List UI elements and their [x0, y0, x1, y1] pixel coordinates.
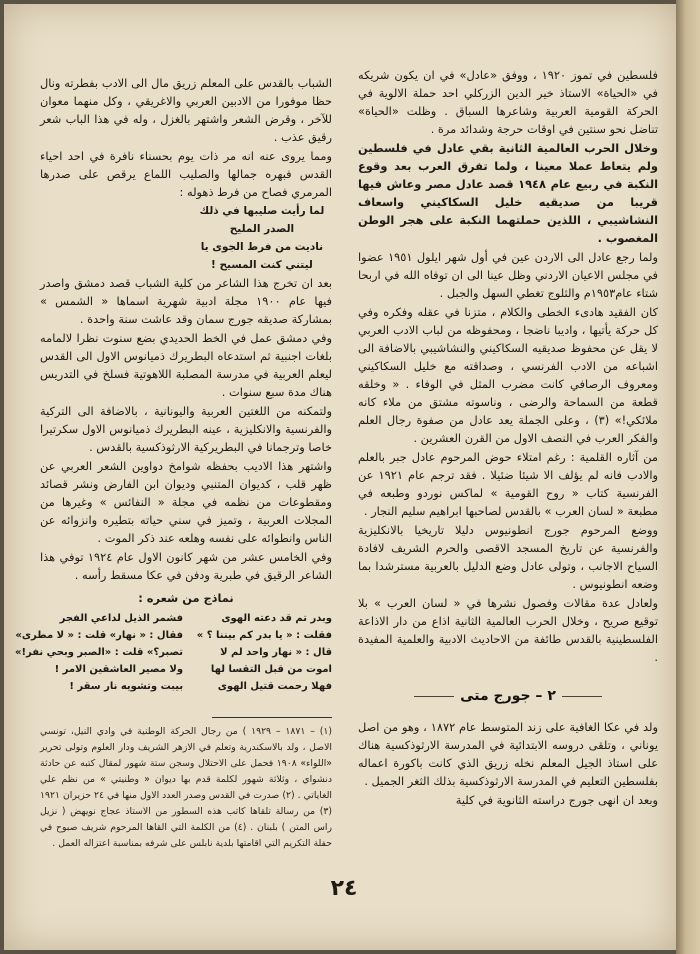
verse-line-2: ناديت من فرط الجوى يا ليتني كنت المسيح ! — [200, 241, 324, 271]
poem-hemistich: تصبر؟» قلت : «الصبر وبحي نفر!» — [14, 647, 184, 658]
paragraph-right-4: كان الفقيد هادىء الخطى والكلام ، متزنا في عقله وفكره وفي كل حركة يأتيها ، واديبا ناضجا ، ومحفوظه من لباب الادب العربي لا يقل عن محفوظ صديقيه السكاكيني والنشاشيبي بالاضافة الى اشباعه من الادب الفرنسي ، وصداقته مع خليل السكاكيني ومعروف الرصافي كانت مضرب المثل في الوفاء . « وخلقه قطعة من السماحة والرضى ، وناسوته مشتق من ملاء كانه ملائكي!» (٣) ، وعلى الجملة يعد عادل من صفوة رجال العلم والفكر العرب في النصف الاول من القرن العشرين . — [358, 305, 659, 445]
poem-hemistich: فقال : « نهار» قلت : « لا مطرى» — [15, 630, 184, 641]
heading-rule — [562, 696, 602, 697]
poem-hemistich: فهلا رحمت قتيل الهوى — [217, 681, 332, 692]
poem-row — [40, 678, 332, 695]
footnotes — [40, 724, 332, 852]
paragraph-left-4: وفي دمشق عمل في الخط الحديدي بضع سنوت نظرا لالمامه بلغات اجنبية ثم استدعاه البطريرك ذميانوس الاول الى القدس ليعلم العربية في مدرسة المصلبة اللاهوتية فسلخ في التدريس هناك مدة سبع سنوات . — [40, 331, 332, 399]
page-number: ٢٤ — [330, 876, 358, 901]
verse-couplet — [40, 202, 332, 238]
verse-couplet — [40, 238, 332, 274]
poem-row — [15, 627, 332, 644]
poem-hemistich: فقلت : « يا بدر كم بيننا ؟ » — [196, 630, 332, 641]
book-page — [4, 4, 676, 950]
poem-row — [40, 610, 332, 627]
heading-rule — [414, 696, 454, 697]
poem-hemistich: قال : « نهار واحد لم لا — [220, 647, 332, 658]
paragraph-right-5: من آثاره القلمية : رغم امتلاء حوض المرحوم عادل جبر بالعلم والادب فانه لم يؤلف الا شيئا ضئيلا . فقد ترجم عام ١٩٢١ عن الفرنسية كتاب « روح القومية » لماكس نوردو وطبعه في مطبعة « لسان العرب » بالقدس لصاحبها ابراهيم سليم النجار . — [358, 450, 658, 518]
paragraph-left-5: ولتمكنه من اللغتين العربية واليونانية ، بالاضافة الى التركية والفرنسية والانكليزية ، عينه البطريرك ذميانوس الاول سكرتيرا خاصا وترجمانا في البطريركية الارثوذكسية بالقدس . — [40, 404, 332, 454]
paragraph-left-7: وفي الخامس عشر من شهر كانون الاول عام ١٩٢٤ توفي هذا الشاعر الرقيق في طبرية ودفن في عكا مسقط رأسه . — [40, 550, 333, 582]
paragraph-right-3: ولما رجع عادل الى الاردن عين في أول شهر ايلول ١٩٥١ عضوا في مجلس الاعيان الاردني وظل عينا الى ان توفاه الله في اربحا شتاء عام١٩٥٣م والثلوج تغطي السهل والجبل . — [358, 250, 658, 300]
left-column — [14, 74, 333, 853]
poem-row — [14, 644, 332, 661]
section-heading-text: ٢ – جورج متى — [460, 688, 556, 704]
book-spine-edge — [676, 0, 700, 954]
verse-line-1: لما رأيت صليبها في ذلك الصدر المليح — [199, 205, 325, 235]
paragraph-left-3: بعد ان تخرج هذا الشاعر من كلية الشباب قصد دمشق واصدر فيها عام ١٩٠٠ مجلة ادبية شهرية اسماها « الشمس » بمشاركة صديقه جورج سمان وقد عاشت سنة واحدة . — [40, 276, 332, 326]
paragraph-left-2: ومما يروى عنه انه مر ذات يوم بحسناء نافرة في احد احياء القدس فبهره جمالها والصليب اللماع يرقص على صدرها المرمري فصاح من فرط ذهوله : — [40, 149, 332, 199]
paragraph-right-6: ووضع المرحوم جورج انطونيوس دليلا تاريخيا بالانكليزية والفرنسية عن تاريخ المسجد الاقصى والحرم الشريف لافادة السياح الاجانب ، وتولى عادل وضع الدليل بالعربية مسترشدا بما وضعه انطونيوس . — [358, 523, 658, 591]
poem-hemistich: ولا مصير العاشقين الامر ! — [54, 664, 184, 675]
poem-hemistich: فشمر الذيل لداعي الفجر — [59, 613, 184, 624]
footnote-rule — [212, 717, 332, 718]
section-paragraph-1: ولد في عكا الغافية على زند المتوسط عام ١٨٧٢ ، وهو من اصل يوناني ، وتلقى دروسه الابتدائية في المدرسة الارثوذكسية هناك على استاذ الجيل المعلم نخله زريق الذي كانت باكورة اعماله بفلسطين التعليم في المدرسة الارثوذكسية بذلك الثغر الجميل . — [358, 720, 658, 788]
poem-heading: نماذج من شعره : — [138, 591, 234, 605]
poem — [14, 610, 332, 695]
footnote-text: (١) – ١٨٧١ – ١٩٢٩ ) من رجال الحركة الوطنية في وادي النيل، تونسي الاصل ، ولد بالاسكندرية وتعلم في الازهر الشريف ودار العلوم وتولى تحرير «اللواء» ١٩٠٨ فحمل على الاحتلال وسجن ستة شهور لمقال كتبه عن حادثة دنشواي ، وثلاثة شهور لكلمة قدم بها ديوان « وطنيتي » من نظم علي الغاياتي . (٢) صدرت في القدس وصدر العدد الاول منها في ٢٤ حزيران ١٩٢١ (٣) من رسالة تلقاها كاتب هذه السطور من الاستاذ عجاج نويهض ( نزيل راس المتن ) بلبنان . (٤) من الكلمة التي القاها المرحوم شريف صبوح في حفلة التكريم التي اقامتها بلدية نابلس على شرفه بمناسبة اعتزاله العمل . — [40, 726, 333, 849]
paragraph-right-7: ولعادل عدة مقالات وفصول نشرها في « لسان العرب » بلا توقيع صريح ، وخلال الحرب العالمية الثانية اذاع من دار الاذاعة الفلسطينية بالقدس طائفة من الاحاديث الادبية والعلمية المفيدة . — [358, 596, 658, 664]
paragraph-right-1: فلسطين في تموز ١٩٢٠ ، ووفق «عادل» في ان يكون شريكه في «الحياة» الاستاذ خير الدين الزركلي احد حملة الالوية في الحركة القومية العربية وشاعرها السباق . وظلت «الحياة» تناضل نحو سنتين في اوقات حرجة وشدائد مرة . — [358, 68, 658, 136]
right-column — [358, 66, 658, 810]
section-heading — [358, 688, 658, 704]
paragraph-right-2: وخلال الحرب العالمية الثانية بقي عادل في فلسطين ولم يتعاط عملا معينا ، ولما تفرق العرب بعد وقوع النكبة في ربيع عام ١٩٤٨ قصد عادل مصر وعاش فيها قريبا من صديقيه خليل السكاكيني واسعاف النشاشيبي ، اللذين حملتهما النكبة على هجر الوطن المغصوب . — [358, 141, 659, 245]
paragraph-left-1: الشباب بالقدس على المعلم زريق مال الى الادب بفطرته ونال حظا موفورا من الادبين العربي والاغريقي ، وكل منهما معوان للآخر ، وقرض الشعر واشتهر بالغزل ، وله في هذا الباب شعر رقيق عذب . — [40, 76, 332, 144]
paragraph-left-6: واشتهر هذا الاديب بحفظه شوامخ دواوين الشعر العربي عن ظهر قلب ، كديوان المتنبي وديوان ابن الفارض ونشر قصائد ومقطوعات من نظمه في مجلة « النفائس » وغيرها من المجلات العربية ، وتميز في سني حياته بتطيره وانزوائه عن الناس وانطوائه على نفسه وهلعه عند ذكر الموت . — [40, 459, 332, 545]
poem-row — [40, 661, 332, 678]
poem-hemistich: وبدر تم قد دعته الهوى — [221, 613, 332, 624]
section-paragraph-2: وبعد ان انهى جورج دراسته الثانوية في كلية — [455, 793, 658, 807]
poem-hemistich: اموت من قبل التقسا لها — [210, 664, 332, 675]
poem-hemistich: بيبت وتشويه نار سقر ! — [69, 681, 184, 692]
